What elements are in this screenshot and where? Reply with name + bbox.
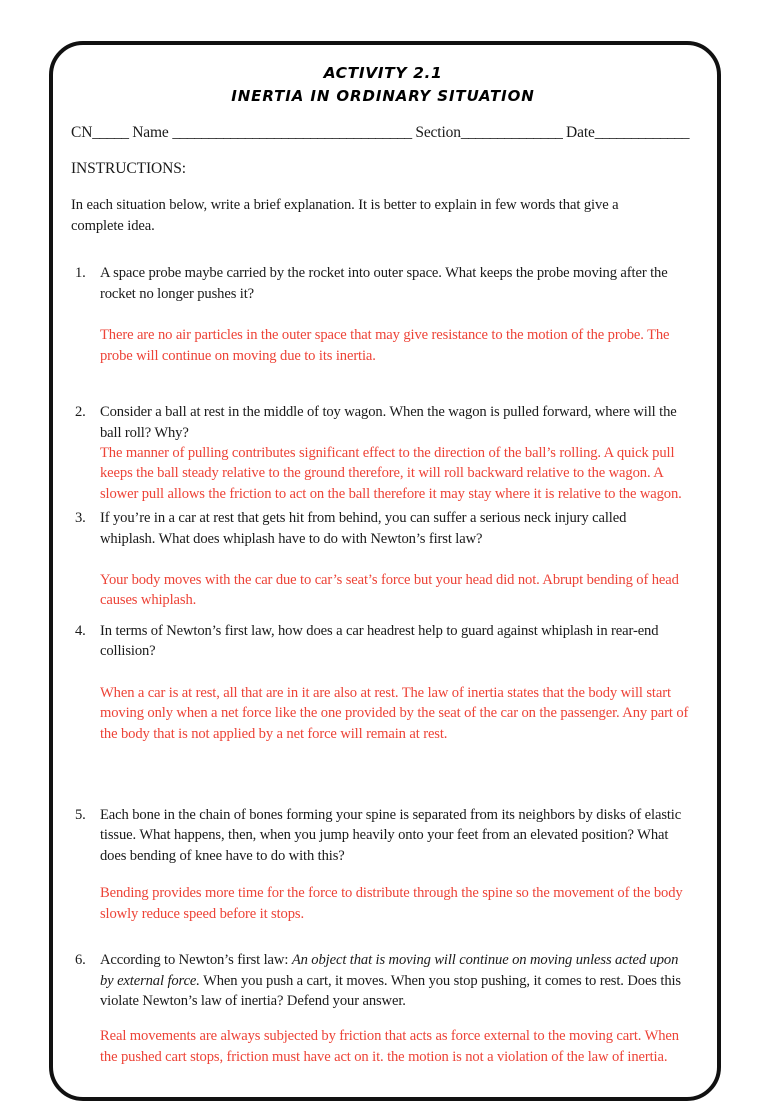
name-blank[interactable]: _________________________________ [172, 124, 412, 142]
instructions-body: In each situation below, write a brief explanation. It is better to explain in few words that give a complete idea. [71, 196, 619, 234]
answer-text: Bending provides more time for the force to distribute through the spine so the movement of the body slowly reduce speed before it stops. [100, 885, 683, 922]
question-italic-law: An object that is moving will continue on moving unless acted upon by external force. [100, 952, 679, 989]
answer-text: There are no air particles in the outer space that may give resistance to the motion of the probe. The probe will continue on moving due to its inertia. [100, 327, 670, 364]
question-number: 6. [75, 952, 86, 969]
instructions-label: INSTRUCTIONS: [71, 159, 186, 177]
worksheet-page [49, 41, 721, 1101]
page-title: ACTIVITY 2.1 [323, 64, 443, 82]
question-number: 4. [75, 622, 86, 639]
question-text: In terms of Newton’s first law, how does a car headrest help to guard against whiplash in rear-end collision? [100, 622, 659, 660]
question-list [71, 263, 695, 1067]
question-text [100, 950, 695, 1011]
question-item-6 [71, 950, 695, 1067]
question-item-5 [71, 805, 695, 924]
title-block [71, 61, 695, 108]
answer-text: Your body moves with the car due to car’s seat’s force but your head did not. Abrupt bending of head causes whiplash. [100, 572, 679, 609]
question-item-3 [71, 508, 695, 611]
section-label: Section [415, 124, 461, 142]
question-item-4 [71, 621, 695, 744]
question-text: Each bone in the chain of bones forming your spine is separated from its neighbors by disks of elastic tissue. What happens, then, when you jump heavily onto your feet from an elevated position? What does bending of knee have to do with this? [100, 807, 682, 864]
name-label: Name [132, 124, 169, 142]
answer-text: Real movements are always subjected by friction that acts as force external to the moving cart. When the pushed cart stops, friction must have act on it. the motion is not a violation of the law of inertia. [100, 1028, 679, 1065]
student-identification-line [71, 121, 695, 144]
question-text: Consider a ball at rest in the middle of toy wagon. When the wagon is pulled forward, where will the ball roll? Why? [100, 404, 677, 441]
question-item-2 [71, 402, 695, 504]
question-item-1 [71, 263, 695, 366]
date-label: Date [566, 124, 595, 142]
question-prefix: According to Newton’s first law: [100, 952, 292, 969]
answer-text: The manner of pulling contributes significant effect to the direction of the ball’s rolling. A quick pull keeps the ball steady relative to the ground therefore, it will roll backward relative to the wagon. A slower pull allows the friction to act on the ball therefore it may stay where it is relative to the wagon. [100, 444, 682, 502]
question-number: 1. [75, 265, 86, 282]
question-number: 5. [75, 807, 86, 824]
question-text: A space probe maybe carried by the rocket into outer space. What keeps the probe moving after the rocket no longer pushes it? [100, 265, 668, 302]
answer-text: When a car is at rest, all that are in it are also at rest. The law of inertia states that the body will start moving only when a net force like the one provided by the seat of the car on the passenger. Any part of the body that is not applied by a net force will remain at rest. [100, 684, 689, 742]
question-text: If you’re in a car at rest that gets hit from behind, you can suffer a serious neck injury called whiplash. What does whiplash have to do with Newton’s first law? [100, 510, 627, 547]
cn-blank[interactable]: _____ [92, 124, 129, 142]
question-suffix: When you push a cart, it moves. When you stop pushing, it comes to rest. Does this violate Newton’s law of inertia? Defend your answer. [100, 972, 681, 1009]
worksheet-content [53, 45, 717, 1067]
question-number: 2. [75, 404, 86, 421]
page-subtitle: INERTIA IN ORDINARY SITUATION [231, 87, 535, 106]
date-blank[interactable]: _____________ [594, 124, 689, 142]
section-blank[interactable]: ______________ [460, 124, 563, 142]
cn-label: CN [71, 124, 93, 142]
question-number: 3. [75, 510, 86, 527]
